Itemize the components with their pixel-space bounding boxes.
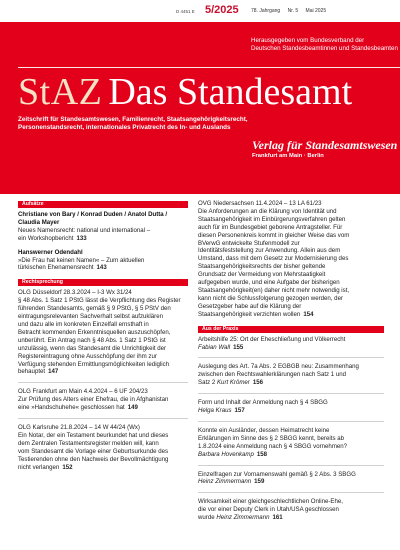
page-number: 152 (62, 463, 73, 471)
ruling-line: Verfügung stehenden Ermittlungsmöglichkeiten lediglich (18, 360, 170, 368)
page-number: 161 (272, 514, 283, 522)
issn-code: D 4451 E (176, 9, 195, 14)
ruling-line: Gesetzgeber habe auf die Klärung der (198, 302, 302, 310)
entry-author: Heinz Zimmermann (216, 514, 270, 522)
entry-title-line: Einzelfragen zur Vornamenswahl gemäß § 2 Abs. 3 SBGG (198, 470, 356, 478)
toc-entry[interactable] (18, 289, 188, 376)
ruling-line: eintragungsrelevanten Sachverhalt selbst aufzuklären (18, 313, 163, 321)
issue-meta (251, 8, 332, 14)
entry-author: Fabian Wall (198, 343, 231, 351)
entry-title-line: Satz 2 (198, 379, 216, 387)
entry-title-line: türkischen Ehenamensrecht (18, 264, 94, 272)
ruling-line: Staatsangehörigkeitsrechts der bisher geltende (198, 263, 326, 271)
ruling-line: behauptet (18, 368, 46, 376)
entry-title-line: Form und Inhalt der Anmeldung nach § 4 SBGG (198, 399, 328, 407)
toc-entry[interactable] (18, 211, 188, 243)
ruling-line: Ein Notar, der ein Testament beurkundet hat und dieses (18, 431, 169, 439)
ruling-reference: OLG Düsseldorf 28.3.2024 – I-3 Wx 31/24 (18, 289, 132, 297)
entry-title-line: wurde (198, 514, 215, 522)
issue-number: 5/2025 (205, 4, 239, 16)
date-label: Mai 2025 (305, 8, 327, 14)
ruling-line: Registereintragung ohne Ausschöpfung der ihm zur (18, 352, 157, 360)
entry-author: Heinz Zimmermann (198, 478, 252, 486)
ruling-line: nicht verlangen (18, 463, 60, 471)
ruling-line: eine »Handschuhehe« geschlossen hat (18, 404, 125, 412)
toc-entry[interactable] (198, 200, 384, 319)
ruling-line: unberührt. Ein Antrag nach § 48 Abs. 1 Satz 1 PStG ist (18, 336, 166, 344)
publisher-line: Herausgegeben vom Bundesverband der (251, 37, 365, 44)
ruling-line: und dazu alle im konkreten Einzelfall ernsthaft in (18, 320, 149, 328)
ruling-line: Zur Prüfung des Alters einer Ehefrau, die in Afghanistan (18, 396, 169, 404)
masthead (18, 70, 352, 114)
entry-title-line: Erklärungen im Sinne des § 2 SBGG kennt, bereits ab (198, 434, 344, 442)
page-number: 156 (252, 379, 264, 387)
entry-divider (198, 465, 384, 466)
ruling-line: Betracht kommenden Erkenntnisquellen auszuschöpfen, (18, 328, 171, 336)
ruling-line: vom Standesamt die Vorlage einer Geburtsurkunde des (18, 447, 169, 455)
ruling-line: § 48 Abs. 1 Satz 1 PStG lässt die Verpflichtung des Register (18, 297, 181, 305)
page-number: 158 (256, 450, 268, 458)
ruling-line: führenden Standesamts, gemäß § 9 PStG, § 5 PStV den (18, 305, 171, 313)
toc-entry[interactable] (198, 471, 384, 487)
ruling-reference: OLG Karlsruhe 21.8.2024 – 14 W 44/24 (Wx) (18, 424, 140, 432)
entry-authors: Hanswerner Odendahl (18, 248, 83, 256)
masthead-subtitle (18, 116, 388, 132)
section-heading-practice: Aus der Praxis (198, 326, 384, 333)
header-divider (18, 67, 400, 68)
entry-divider (198, 492, 384, 493)
entry-divider (18, 418, 188, 419)
entry-title-line: »Die Frau hat keinen Namen« – Zum aktuellen (18, 256, 145, 264)
masthead-abbreviation: StAZ (18, 71, 103, 113)
toc-entry[interactable] (198, 336, 384, 352)
toc-left-column (18, 200, 188, 477)
ruling-line: BVerwG entwickelte Stufenmodell zur (198, 239, 300, 247)
number-label: Nr. 5 (287, 8, 299, 14)
ruling-line: Staatsangehörigkeit im Einbürgerungsverfahren gelten (198, 215, 346, 223)
issue-line (0, 0, 400, 22)
entry-author: Helga Kraus (198, 407, 232, 415)
ruling-line: diesen Personenkreis kommt in gleicher Weise das vom (198, 231, 350, 239)
page-number: 154 (303, 310, 314, 318)
publisher-place: Frankfurt am Main · Berlin (252, 153, 324, 159)
toc-entry[interactable] (18, 388, 188, 412)
section-heading-articles: Aufsätze (18, 201, 188, 208)
page-number: 147 (48, 368, 59, 376)
ruling-line: Die Anforderungen an die Klärung von Identität und (198, 207, 337, 215)
page-number: 149 (127, 404, 138, 412)
publisher-note (251, 37, 400, 53)
ruling-line: Testierenden ohne den Nachweis der Bevollmächtigung (18, 455, 169, 463)
ruling-reference: OLG Frankfurt am Main 4.4.2024 – 6 UF 204/23 (18, 388, 148, 396)
entry-author: Kurt Krömer (216, 379, 250, 387)
entry-title-line: zwischen den Rechtswahlerklärungen nach Satz 1 und (198, 371, 347, 379)
page-number: 157 (234, 407, 245, 415)
page-number: 159 (254, 478, 265, 486)
page-number: 133 (76, 234, 87, 242)
page-number: 155 (233, 343, 244, 351)
entry-title-line: die vor einer Deputy Clerk in Utah/USA geschlossen (198, 506, 339, 514)
masthead-title: Das Standesamt (108, 71, 353, 113)
toc-entry[interactable] (18, 249, 188, 273)
entry-title-line: Neues Namensrecht: national und international – (18, 226, 151, 234)
entry-divider (198, 357, 384, 358)
ruling-line: Umstand, dass mit dem Gesetz zur Modernisierung des (198, 255, 349, 263)
ruling-line: Identitätsfeststellung zur Anwendung. Allein aus dem (198, 247, 341, 255)
entry-divider (198, 393, 384, 394)
toc-entry[interactable] (198, 399, 384, 415)
ruling-line: Staatsangehörigkeit verzichten wollen (198, 310, 301, 318)
entry-divider (18, 382, 188, 383)
header-band (0, 22, 400, 194)
publisher-logo-text: Verlag für Standesamtswesen (252, 138, 398, 152)
publisher-line: Deutschen Standesbeamtinnen und Standesbeamten (251, 45, 398, 52)
entry-authors: Claudia Mayer (18, 218, 60, 226)
ruling-reference: OVG Niedersachsen 11.4.2024 – 13 LA 61/23 (198, 200, 322, 207)
subtitle-line: Personenstandsrecht, internationales Privatrecht des In- und Auslands (18, 123, 231, 131)
toc-entry[interactable] (18, 424, 188, 471)
ruling-line: auch für im Bundesgebiet geborene Antragsteller. Für (198, 223, 343, 231)
section-heading-rulings: Rechtsprechung (18, 279, 188, 286)
toc-entry[interactable] (198, 427, 384, 459)
ruling-line: Staatsangehörigkeit(en) daher nicht mehr notwendig ist, (198, 286, 350, 294)
toc-entry[interactable] (198, 363, 384, 387)
entry-title-line: Konnte ein Ausländer, dessen Heimatrecht keine (198, 426, 330, 434)
toc-right-column (198, 200, 384, 528)
entry-title-line: ein Workshopbericht (18, 234, 74, 242)
ruling-line: dem Zentralen Testamentsregister melden will, kann (18, 439, 159, 447)
ruling-line: kann nicht die Schlussfolgerung gezogen werden, der (198, 294, 343, 302)
entry-authors: Christiane von Bary / Konrad Duden / Anatol Dutta / (18, 211, 168, 218)
ruling-line: aufgegeben wurde, und eine Aufgabe der bisherigen (198, 279, 340, 287)
year-label: 78. Jahrgang (251, 8, 281, 14)
ruling-line: unzulässig, wenn das Standesamt die Unrichtigkeit der (18, 344, 167, 352)
ruling-line: Grundsatz der Vermeidung von Mehrstaatigkeit (198, 271, 326, 279)
entry-divider (198, 421, 384, 422)
page-number: 143 (96, 264, 107, 272)
entry-title-line: Auslegung des Art. 7a Abs. 2 EGBGB neu: Zusammenhang (198, 363, 359, 371)
entry-title-line: Wirksamkeit einer gleichgeschlechtlichen Online-Ehe, (198, 498, 343, 506)
entry-title-line: Arbeitshilfe 25: Ort der Eheschließung und Völkerrecht (198, 335, 346, 343)
entry-author: Barbara Hovenkamp (198, 450, 254, 458)
entry-title-line: 1.8.2024 eine Anmeldung nach § 4 SBGG vornehmen? (198, 442, 348, 450)
toc-entry[interactable] (198, 498, 384, 522)
subtitle-line: Zeitschrift für Standesamtswesen, Familienrecht, Staatsangehörigkeitsrecht, (18, 116, 248, 123)
